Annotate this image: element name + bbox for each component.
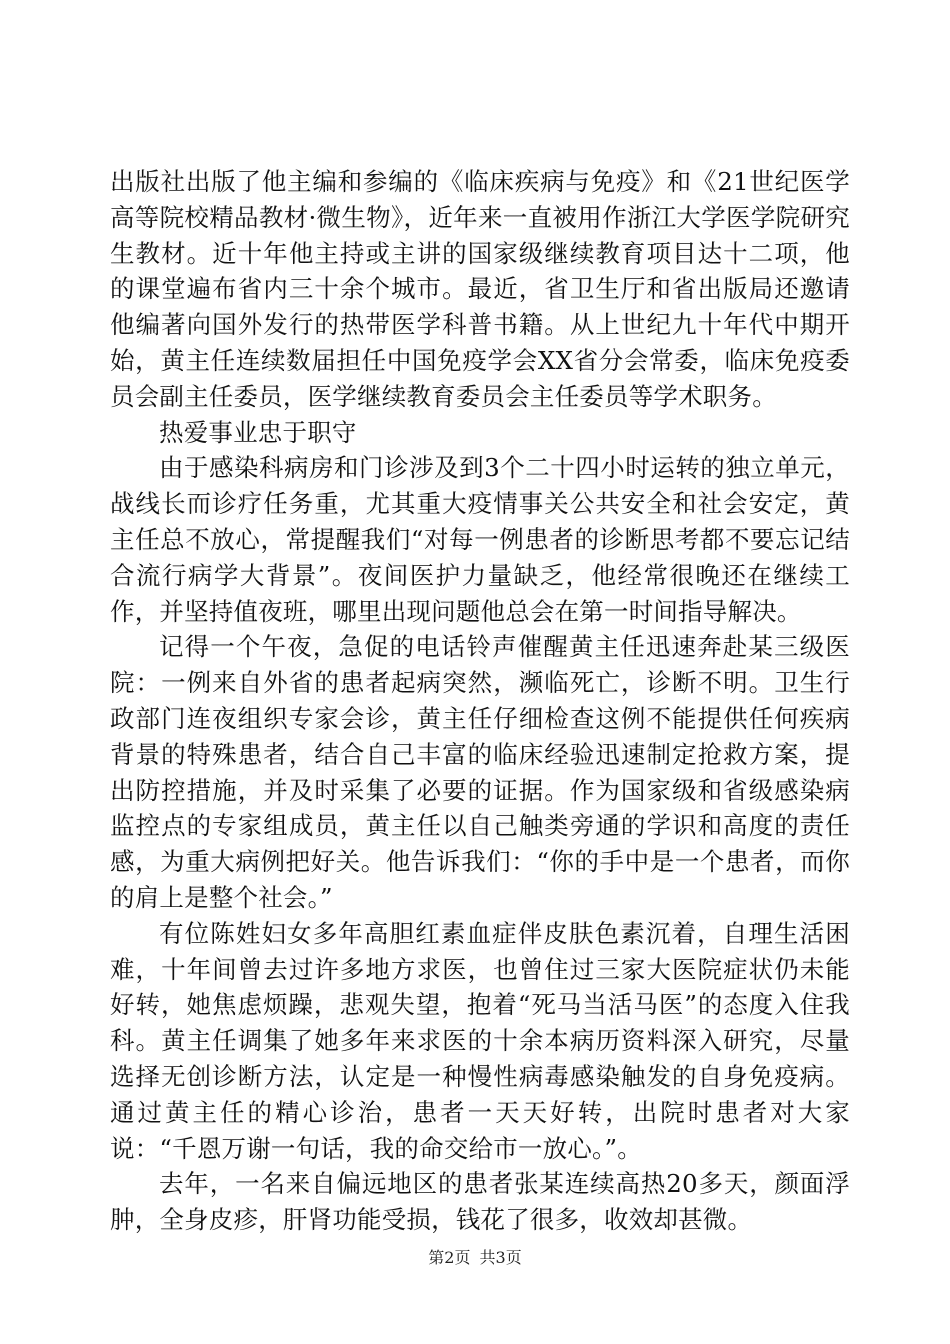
paragraph-continued: 出版社出版了他主编和参编的《临床疾病与免疫》和《21世纪医学高等院校精品教材·微生物》，近年来一直被用作浙江大学医学院研究生教材。近十年他主持或主讲的国家级继续教育项目达十二项，他的课堂遍布省内三十余个城市。最近，省卫生厅和省出版局还邀请他编著向国外发行的热带医学科普书籍。从上世纪九十年代中期开始，黄主任连续数届担任中国免疫学会XX省分会常委，临床免疫委员会副主任委员，医学继续教育委员会主任委员等学术职务。: [110, 167, 850, 411]
page-footer: [0, 1245, 950, 1268]
document-body: [110, 164, 850, 1238]
page-number: 第2页: [428, 1248, 471, 1267]
paragraph-zhang: 去年，一名来自偏远地区的患者张某连续高热20多天，颜面浮肿，全身皮疹，肝肾功能受损，钱花了很多，收效却甚微。: [110, 1169, 850, 1235]
paragraph-infection-dept: 由于感染科病房和门诊涉及到3个二十四小时运转的独立单元，战线长而诊疗任务重，尤其重大疫情事关公共安全和社会安定，黄主任总不放心，常提醒我们“对每一例患者的诊断思考都不要忘记结合流行病学大背景”。夜间医护力量缺乏，他经常很晚还在继续工作，并坚持值夜班，哪里出现问题他总会在第一时间指导解决。: [110, 453, 850, 626]
paragraph-midnight: 记得一个午夜，急促的电话铃声催醒黄主任迅速奔赴某三级医院：一例来自外省的患者起病突然，濒临死亡，诊断不明。卫生行政部门连夜组织专家会诊，黄主任仔细检查这例不能提供任何疾病背景的特殊患者，结合自己丰富的临床经验迅速制定抢救方案，提出防控措施，并及时采集了必要的证据。作为国家级和省级感染病监控点的专家组成员，黄主任以自己触类旁通的学识和高度的责任感，为重大病例把好关。他告诉我们：“你的手中是一个患者，而你的肩上是整个社会。”: [110, 632, 850, 912]
page-total: 共3页: [479, 1248, 522, 1267]
section-heading: 热爱事业忠于职守: [159, 417, 357, 447]
paragraph-chen: 有位陈姓妇女多年高胆红素血症伴皮肤色素沉着，自理生活困难，十年间曾去过许多地方求医，也曾住过三家大医院症状仍未能好转，她焦虑烦躁，悲观失望，抱着“死马当活马医”的态度入住我科。黄主任调集了她多年来求医的十余本病历资料深入研究，尽量选择无创诊断方法，认定是一种慢性病毒感染触发的自身免疫病。通过黄主任的精心诊治，患者一天天好转，出院时患者对大家说：“千恩万谢一句话，我的命交给市一放心。”。: [110, 918, 850, 1163]
